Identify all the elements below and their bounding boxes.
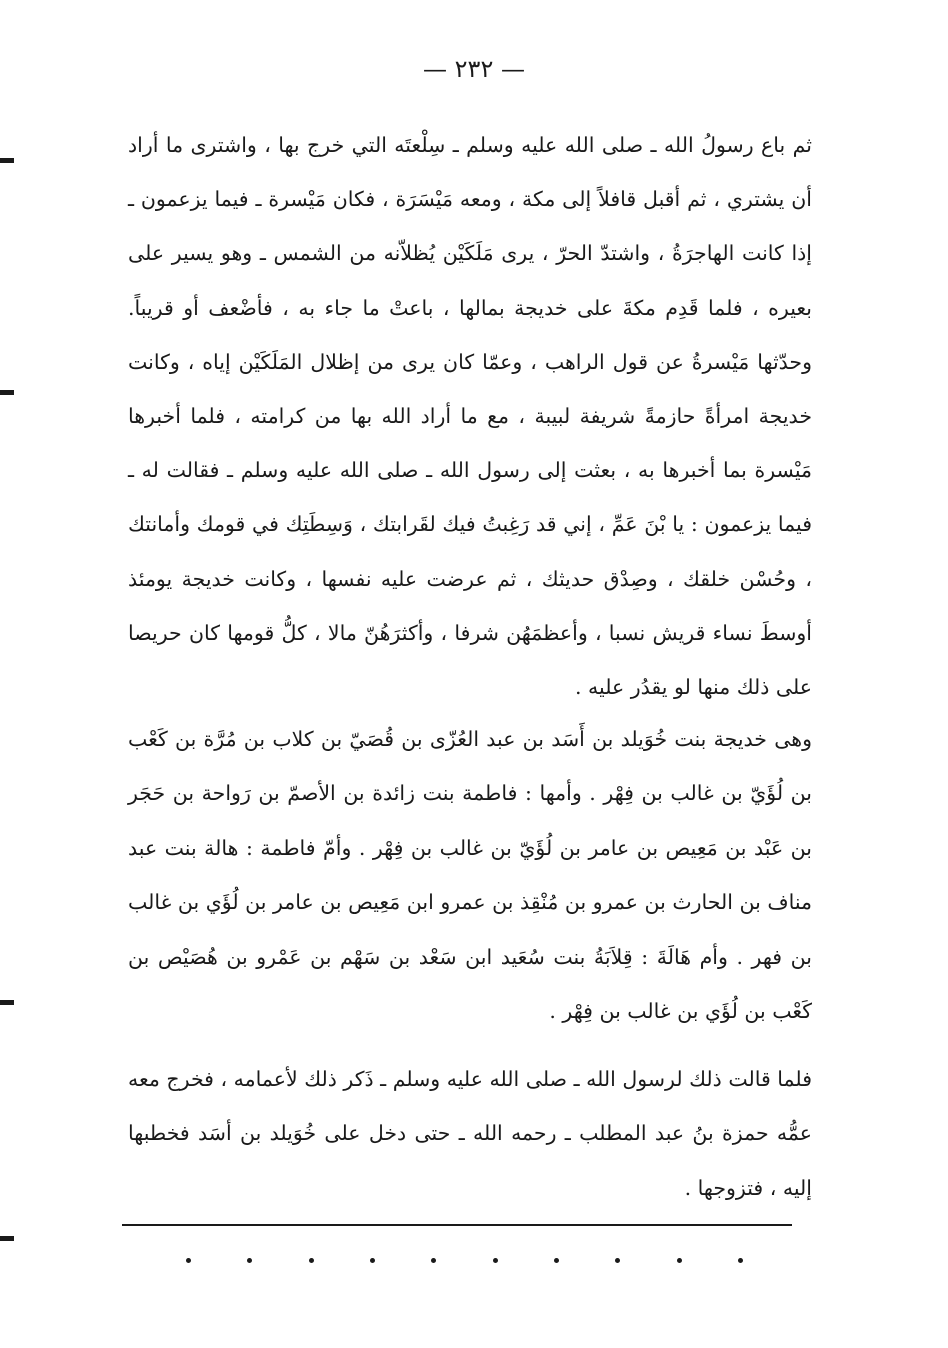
margin-mark — [0, 390, 14, 395]
margin-mark — [0, 158, 14, 163]
footer-dot — [370, 1258, 375, 1263]
page-number: — ٢٣٢ — — [423, 55, 525, 83]
paragraph-1: ثم باع رسولُ الله ـ صلى الله عليه وسلم ـ سِلْعتَه التي خرج بها ، واشترى ما أراد أن يشتري ، ثم أقبل قافلاً إلى مكة ، ومعه مَيْسَرَة ، فكان مَيْسرة ـ فيما يزعمون ـ إذا كانت الهاجرَةُ ، واشتدّ الحرّ ، يرى مَلَكَيْن يُظلاّنه من الشمس ـ وهو يسير على بعيره ، فلما قَدِم مكةَ على خديجة بمالها ، باعتْ ما جاء به ، فأضْعف أو قريباً. وحدّثها مَيْسرةُ عن قول الراهب ، وعمّا كان يرى من إظلال المَلَكَيْن إياه ، وكانت خديجة امرأةً حازمةً شريفة لبيبة ، مع ما أراد الله بها من كرامته ، فلما أخبرها مَيْسرة بما أخبرها به ، بعثت إلى رسول الله ـ صلى الله عليه وسلم ـ فقالت له ـ فيما يزعمون : يا بْنَ عَمِّ ، إني قد رَغِبتُ فيك لقَرابتك ، وَسِطَتِك في قومك وأمانتك ، وحُسْن خلقك ، وصِدْق حديثك ، ثم عرضت عليه نفسها ، وكانت خديجة يومئذ أوسطَ نساء قريش نسبا ، وأعظمَهُن شرفا ، وأكثرَهُنّ مالا ، كلُّ قومها كان حريصا على ذلك منها لو يقدُر عليه . — [128, 133, 812, 700]
footer-divider — [122, 1224, 792, 1226]
footer-dot — [431, 1258, 436, 1263]
footer-dot — [186, 1258, 191, 1263]
footer-dot — [247, 1258, 252, 1263]
footer-dot — [309, 1258, 314, 1263]
margin-mark — [0, 1000, 14, 1005]
paragraph-3: فلما قالت ذلك لرسول الله ـ صلى الله عليه وسلم ـ ذَكر ذلك لأعمامه ، فخرج معه عمُّه حمزة بنُ عبد المطلب ـ رحمه الله ـ حتى دخل على خُوَيلد بن أسَد فخطبها إليه ، فتزوجها . — [128, 1067, 812, 1200]
footer-dot — [738, 1258, 743, 1263]
footer-dot — [677, 1258, 682, 1263]
margin-mark — [0, 1236, 14, 1241]
footer-dot — [615, 1258, 620, 1263]
footer-dot — [554, 1258, 559, 1263]
footer-dot — [493, 1258, 498, 1263]
paragraph-2: وهى خديجة بنت خُوَيلد بن أَسَد بن عبد العُزّى بن قُصَيّ بن كلاب بن مُرَّة بن كَعْب بن لُؤَيّ بن غالب بن فِهْر . وأمها : فاطمة بنت زائدة بن الأصمّ بن رَواحة بن حَجَر بن عَبْد بن مَعِيص بن عامر بن لُؤَيّ بن غالب بن فِهْر . وأمّ فاطمة : هالة بنت عبد مناف بن الحارث بن عمرو بن مُنْقِذ بن عمرو ابن مَعِيص بن عامر بن لُؤَي بن غالب بن فهر . وأم هَالَةَ : قِلاَبَةُ بنت سُعَيد ابن سَعْد بن سَهْم بن عَمْرو بن هُصَيْص بن كَعْب بن لُؤَي بن غالب بن فِهْر . — [128, 727, 812, 1024]
footer-dots — [0, 1240, 948, 1280]
